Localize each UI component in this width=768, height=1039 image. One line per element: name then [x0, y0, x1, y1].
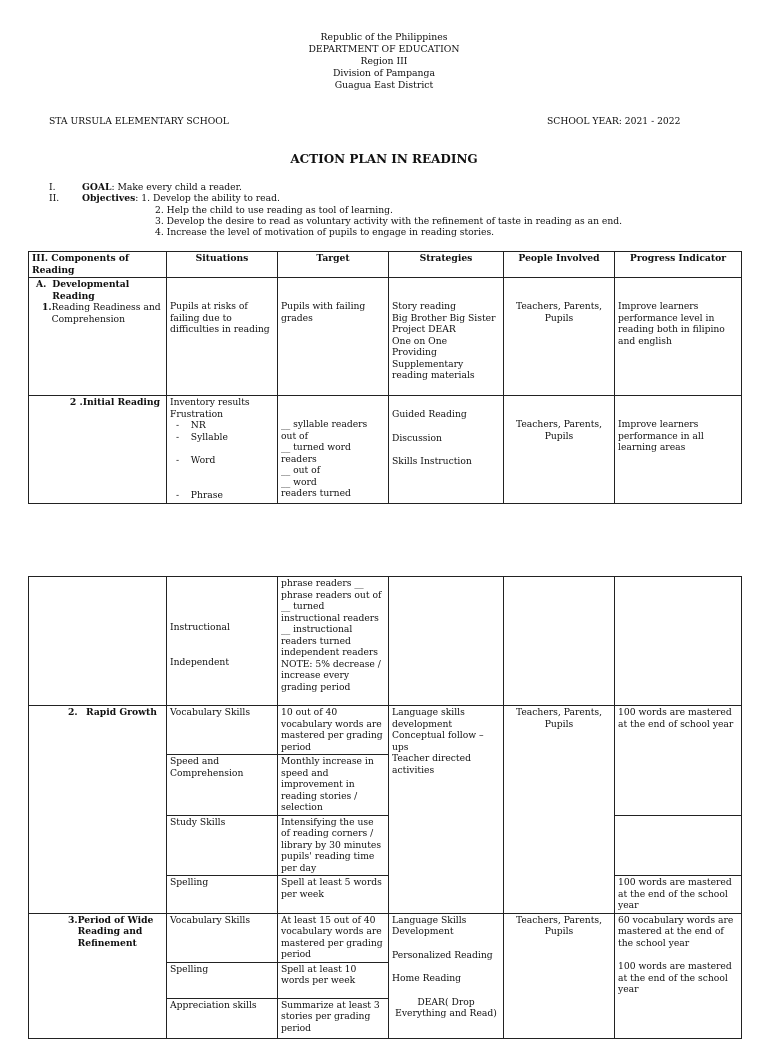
dev-progress-text: Improve learners performance level in reading both in filipino and english	[618, 301, 725, 347]
strategy-item: Home Reading	[392, 973, 462, 984]
wide-people: Teachers, Parents, Pupils	[504, 913, 615, 1038]
wide-sit: Appreciation skills	[167, 998, 278, 1038]
col-header-strategies: Strategies	[389, 252, 504, 278]
cont-situation	[167, 577, 278, 706]
initial-target-line: __ turned word readers	[281, 442, 351, 465]
wide-target: Summarize at least 3 stories per grading period	[278, 998, 389, 1038]
col-header-people: People Involved	[504, 252, 615, 278]
action-plan-table-1	[28, 251, 742, 504]
initial-target-line: __ word	[281, 476, 317, 488]
wide-label: Period of Wide Reading and Refinement	[77, 914, 154, 949]
wide-progress-item: 100 words are mastered at the end of the school year	[618, 961, 732, 995]
dev-progress	[615, 278, 742, 396]
dev-target	[278, 278, 389, 396]
rapid-strategies	[389, 706, 504, 914]
wide-progress-item: 60 vocabulary words are mastered at the end of the school year	[618, 914, 734, 949]
initial-target	[278, 396, 389, 504]
rapid-people: Teachers, Parents, Pupils	[504, 706, 615, 914]
rapid-sit: Study Skills	[167, 815, 278, 876]
col-header-situations: Situations	[167, 252, 278, 278]
header-district: Guagua East District	[334, 80, 434, 91]
wide-target: Spell at least 10 words per week	[278, 962, 389, 998]
rapid-target: Intensifying the use of reading corners / library by 30 minutes pupils' reading time per day	[278, 815, 389, 876]
rapid-progress: 100 words are mastered at the end of the school year	[615, 876, 742, 914]
table-row	[29, 706, 742, 755]
wide-target: At least 15 out of 40 vocabulary words are mastered per grading period	[278, 913, 389, 962]
header-deped: DEPARTMENT OF EDUCATION	[308, 44, 460, 55]
component-rapid-growth	[29, 706, 167, 914]
cont-strategies	[389, 577, 504, 706]
component-developmental	[29, 278, 167, 396]
component-wide-reading	[29, 913, 167, 1038]
strategy-item: Story reading	[392, 301, 456, 312]
table-header-row	[29, 252, 742, 278]
initial-sit-item: - Word	[176, 455, 216, 466]
initial-people	[504, 396, 615, 504]
dev-1-num: 1.	[42, 302, 52, 313]
objective-4: 4. Increase the level of motivation of pupils to engage in reading stories.	[155, 227, 495, 238]
cont-progress	[615, 577, 742, 706]
objectives-num: II.	[49, 193, 60, 204]
strategy-item: Language skills development	[392, 707, 465, 730]
school-year: SCHOOL YEAR: 2021 - 2022	[547, 116, 681, 127]
rapid-target: Monthly increase in speed and improvement in reading stories / selection	[278, 755, 389, 816]
objective-2: 2. Help the child to use reading as tool of learning.	[155, 205, 393, 216]
initial-target-line: __ syllable readers out of	[281, 419, 368, 442]
school-name: STA URSULA ELEMENTARY SCHOOL	[49, 116, 229, 127]
initial-sit-item: - Syllable	[176, 431, 228, 443]
strategy-item: DEAR( Drop Everything and Read)	[395, 996, 497, 1019]
cont-component	[29, 577, 167, 706]
cont-people	[504, 577, 615, 706]
rapid-num: 2.	[68, 707, 78, 718]
dev-target-text: Pupils with failing grades	[281, 301, 366, 324]
initial-sit-item: - Phrase	[176, 489, 223, 501]
wide-strategies	[389, 913, 504, 1038]
goal-text: : Make every child a reader.	[111, 182, 242, 193]
wide-sit: Vocabulary Skills	[167, 913, 278, 962]
objectives-line	[82, 193, 280, 205]
wide-num: 3.	[68, 914, 78, 926]
initial-target-line: readers turned	[281, 488, 351, 499]
strategy-item: Guided Reading	[392, 409, 467, 420]
rapid-target: Spell at least 5 words per week	[278, 876, 389, 914]
rapid-sit: Vocabulary Skills	[167, 706, 278, 755]
initial-progress-text: Improve learners performance in all learning areas	[618, 419, 704, 453]
rapid-label: Rapid Growth	[86, 707, 157, 718]
wide-progress	[615, 913, 742, 1038]
rapid-sit: Speed and Comprehension	[167, 755, 278, 816]
rapid-progress	[615, 815, 742, 876]
header-republic: Republic of the Philippines	[320, 32, 448, 43]
objective-3: 3. Develop the desire to read as voluntary activity with the refinement of taste in reading as an end.	[155, 216, 623, 227]
goal-label: GOAL	[82, 182, 112, 193]
component-initial-reading: 2 .Initial Reading	[29, 396, 167, 504]
wide-sit: Spelling	[167, 962, 278, 998]
cont-sit-item: Instructional	[170, 622, 230, 633]
cont-sit-item: Independent	[170, 656, 230, 668]
col-header-components: III. Components of Reading	[29, 252, 167, 278]
header-division: Division of Pampanga	[332, 68, 436, 79]
rapid-target: 10 out of 40 vocabulary words are mastered per grading period	[278, 706, 389, 755]
initial-sit-head: Inventory results	[170, 397, 250, 408]
strategy-item: One on One	[392, 335, 448, 347]
initial-strategies	[389, 396, 504, 504]
cont-target: phrase readers __ phrase readers out of __ turned instructional readers __ instructional readers turned independent readers NOTE: 5% decrease / increase every grading period	[278, 577, 389, 706]
col-header-progress: Progress Indicator	[615, 252, 742, 278]
initial-progress	[615, 396, 742, 504]
dev-strategies	[389, 278, 504, 396]
dev-situation-text: Pupils at risks of failing due to difficulties in reading	[170, 301, 270, 335]
rapid-progress: 100 words are mastered at the end of school year	[615, 706, 742, 816]
page-title: ACTION PLAN IN READING	[290, 152, 478, 166]
initial-sit-item: - NR	[176, 420, 206, 431]
strategy-item: Skills Instruction	[392, 456, 472, 467]
initial-situation	[167, 396, 278, 504]
dev-people	[504, 278, 615, 396]
objectives-label: Objectives	[82, 193, 136, 204]
strategy-item: Personalized Reading	[392, 949, 493, 961]
strategy-item: Project DEAR	[392, 324, 456, 335]
dev-a-num: A.	[36, 279, 47, 290]
strategy-item: Conceptual follow – ups	[392, 730, 484, 753]
dev-people-text: Teachers, Parents, Pupils	[515, 301, 603, 324]
goal-num: I.	[49, 182, 56, 193]
table-row	[29, 913, 742, 962]
strategy-item: Language Skills Development	[392, 914, 467, 937]
rapid-sit: Spelling	[167, 876, 278, 914]
initial-people-text: Teachers, Parents, Pupils	[515, 419, 603, 442]
strategy-item: Teacher directed activities	[392, 753, 471, 776]
table-row	[29, 278, 742, 396]
objective-1: : 1. Develop the ability to read.	[135, 193, 280, 204]
dev-situation	[167, 278, 278, 396]
table-row	[29, 396, 742, 504]
col-header-target: Target	[278, 252, 389, 278]
initial-sit-sub: Frustration	[170, 408, 224, 420]
dev-a-label: Developmental Reading	[52, 279, 130, 302]
header-region: Region III	[360, 56, 408, 67]
strategy-item: Providing Supplementary reading materials	[392, 347, 475, 381]
strategy-item: Big Brother Big Sister	[392, 312, 496, 324]
strategy-item: Discussion	[392, 432, 442, 444]
action-plan-table-2	[28, 576, 742, 1039]
table-row	[29, 577, 742, 706]
dev-1-label: Reading Readiness and Comprehension	[51, 302, 161, 325]
goal-line	[82, 182, 242, 194]
initial-target-line: __ out of	[281, 465, 321, 476]
